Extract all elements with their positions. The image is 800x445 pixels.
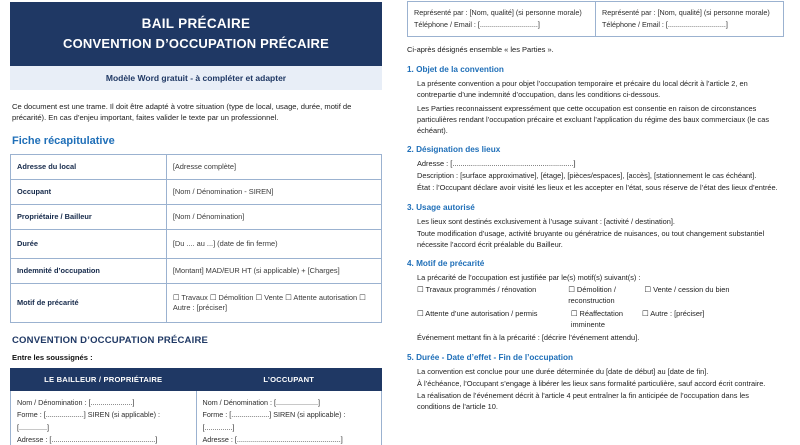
party-field-representant: Représenté par : [Nom, qualité] (si personne morale) bbox=[414, 8, 582, 17]
parties-cell-occupant-cont bbox=[596, 2, 784, 37]
article-paragraph: À l’échéance, l’Occupant s’engage à libérer les lieux sans formalité particulière, sauf accord écrit contraire. bbox=[417, 378, 766, 388]
checkbox-option[interactable]: ☐ Autre : [préciser] bbox=[641, 309, 705, 319]
party-field-adresse: Adresse : [....................................................] bbox=[202, 435, 343, 445]
recap-key: Durée bbox=[11, 229, 167, 258]
parties-cell-occupant bbox=[196, 390, 382, 445]
party-field-contact: Téléphone / Email : [.............................] bbox=[414, 20, 540, 30]
table-row bbox=[408, 2, 784, 37]
document-title-block bbox=[10, 2, 382, 66]
recap-key: Adresse du local bbox=[11, 154, 167, 179]
table-row bbox=[11, 283, 382, 322]
article-paragraph: Les lieux sont destinés exclusivement à l’usage suivant : [activité / destination]. bbox=[417, 216, 675, 226]
article-paragraph: La convention est conclue pour une durée déterminée du [date de début] au [date de fin]. bbox=[417, 366, 709, 376]
table-header-row bbox=[11, 368, 382, 390]
parties-table bbox=[10, 368, 382, 445]
article-paragraph: Adresse : [...........................................................] bbox=[417, 159, 576, 169]
table-row bbox=[11, 154, 382, 179]
recap-table bbox=[10, 154, 382, 323]
checkbox-row bbox=[417, 308, 784, 330]
party-field-contact: Téléphone / Email : [.............................] bbox=[602, 20, 728, 30]
parties-header-occupant: L’OCCUPANT bbox=[196, 368, 382, 390]
article-heading-5: 5. Durée - Date d’effet - Fin de l’occupation bbox=[407, 352, 574, 362]
article-paragraph: Les Parties reconnaissent expressément que cette occupation est consentie en raison de circonstances particulières rendant l’occupation précaire et excluant l’application du régime des baux commerciaux (le cas échéant). bbox=[417, 103, 770, 136]
party-field-representant: Représenté par : [Nom, qualité] (si personne morale) bbox=[602, 8, 770, 17]
checkbox-option[interactable]: ☐ Réaffectation imminente bbox=[570, 309, 623, 330]
party-field-adresse: Adresse : [....................................................] bbox=[17, 435, 158, 445]
article-heading-4: 4. Motif de précarité bbox=[407, 258, 485, 268]
recap-key: Propriétaire / Bailleur bbox=[11, 204, 167, 229]
document-subtitle-band: Modèle Word gratuit - à compléter et adapter bbox=[10, 66, 382, 90]
checkbox-option[interactable]: ☐ Attente d’une autorisation / permis bbox=[417, 309, 538, 319]
convention-heading: CONVENTION D’OCCUPATION PRÉCAIRE bbox=[12, 334, 209, 346]
article-paragraph: État : l’Occupant déclare avoir visité les lieux et les accepter en l’état, sous réserve de l’état des lieux d’entrée. bbox=[417, 183, 778, 193]
checkbox-option[interactable]: ☐ Travaux programmés / rénovation bbox=[417, 285, 537, 295]
party-field-forme: Forme : [...................] SIREN (si applicable) : [..............] bbox=[17, 410, 160, 432]
article-paragraph: Toute modification d’usage, activité bruyante ou génératrice de nuisances, ou tout changement substantiel nécessite l’accord écrit préalable du Bailleur. bbox=[417, 228, 765, 249]
party-field-nom: Nom / Dénomination : [.....................] bbox=[202, 397, 320, 407]
recap-value: [Nom / Dénomination - SIREN] bbox=[166, 179, 381, 204]
table-row bbox=[11, 179, 382, 204]
party-field-forme: Forme : [...................] SIREN (si applicable) : [..............] bbox=[202, 410, 346, 432]
article-paragraph: La présente convention a pour objet l’occupation temporaire et précaire du local décrit à l’article 2, en contrepartie d’une indemnité d’occupation, dans les conditions ci-dessous. bbox=[417, 78, 748, 99]
table-row bbox=[11, 204, 382, 229]
recap-value: [Du .... au ...] (date de fin ferme) bbox=[166, 229, 381, 258]
recap-value: ☐ Travaux ☐ Démolition ☐ Vente ☐ Attente autorisation ☐ Autre : [préciser] bbox=[166, 283, 381, 322]
parties-designation-line: Ci-après désignés ensemble « les Parties ». bbox=[407, 45, 554, 55]
recap-heading: Fiche récapitulative bbox=[12, 134, 115, 147]
document-intro-paragraph: Ce document est une trame. Il doit être adapté à votre situation (type de local, usage, durée, motif de précarité). En cas d’enjeu important, faites valider le texte par un professionnel. bbox=[12, 101, 352, 122]
recap-value: [Adresse complète] bbox=[166, 154, 381, 179]
article-paragraph: Description : [surface approximative], [étage], [pièces/espaces], [accès], [stationnement le cas échéant]. bbox=[417, 171, 757, 181]
parties-header-bailleur: LE BAILLEUR / PROPRIÉTAIRE bbox=[11, 368, 197, 390]
parties-continuation-table bbox=[407, 1, 784, 37]
document-title-line2: CONVENTION D’OCCUPATION PRÉCAIRE bbox=[63, 36, 329, 52]
article-paragraph: La réalisation de l’événement décrit à l’article 4 peut entraîner la fin anticipée de l’occupation dans les conditions de l’article 10. bbox=[417, 390, 749, 411]
parties-cell-bailleur bbox=[11, 390, 197, 445]
document-title-line1: BAIL PRÉCAIRE bbox=[141, 16, 251, 31]
left-page-column bbox=[0, 0, 392, 445]
article-heading-1: 1. Objet de la convention bbox=[407, 64, 504, 74]
article-heading-3: 3. Usage autorisé bbox=[407, 202, 475, 212]
entre-label: Entre les soussignés : bbox=[12, 352, 93, 362]
article-paragraph: La précarité de l’occupation est justifiée par le(s) motif(s) suivant(s) : bbox=[417, 272, 641, 282]
checkbox-row bbox=[417, 284, 784, 306]
table-row bbox=[11, 258, 382, 283]
right-page-column bbox=[392, 0, 800, 445]
recap-value: [Montant] MAD/EUR HT (si applicable) + [Charges] bbox=[166, 258, 381, 283]
checkbox-option[interactable]: ☐ Vente / cession du bien bbox=[644, 285, 730, 295]
table-row bbox=[11, 390, 382, 445]
party-field-nom: Nom / Dénomination : [.....................] bbox=[17, 397, 135, 407]
checkbox-option[interactable]: ☐ Démolition / reconstruction bbox=[568, 285, 616, 306]
table-row bbox=[11, 229, 382, 258]
parties-cell-bailleur-cont bbox=[408, 2, 596, 37]
recap-key: Occupant bbox=[11, 179, 167, 204]
recap-key: Motif de précarité bbox=[11, 283, 167, 322]
recap-key: Indemnité d’occupation bbox=[11, 258, 167, 283]
article-heading-2: 2. Désignation des lieux bbox=[407, 145, 501, 155]
recap-value: [Nom / Dénomination] bbox=[166, 204, 381, 229]
article-paragraph: Événement mettant fin à la précarité : [décrire l’événement attendu]. bbox=[417, 333, 640, 343]
